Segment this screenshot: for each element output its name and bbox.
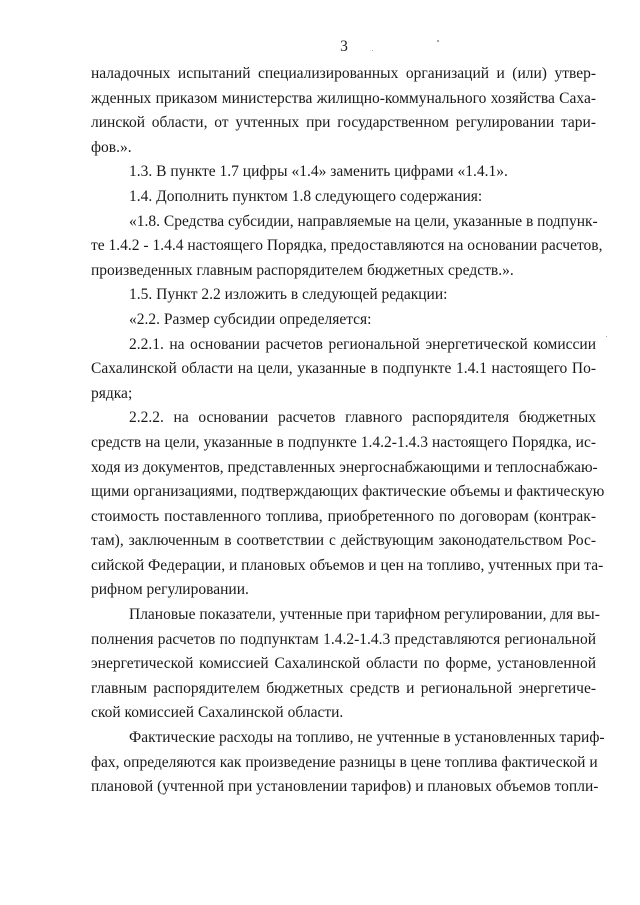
text-line: 2.2.2. на основании расчетов главного распорядителя бюджетных [129, 409, 596, 427]
text-line: Сахалинской области на цели, указанные в подпункте 1.4.1 настоящего По- [91, 360, 596, 378]
text-line: рифном регулировании. [91, 581, 249, 599]
text-line: наладочных испытаний специализированных организаций и (или) утвер- [91, 65, 596, 82]
text-line: произведенных главным распорядителем бюджетных средств.». [91, 261, 514, 279]
text-line: стоимость поставленного топлива, приобретенного по договорам (контрак- [91, 507, 596, 525]
text-line: линской области, от учтенных при государственном регулировании тари- [91, 114, 596, 132]
text-line: Фактические расходы на топливо, не учтенные в установленных тариф- [129, 729, 605, 747]
text-line: ходя из документов, представленных энергоснабжающими и теплоснабжаю- [91, 458, 598, 476]
text-line: щими организациями, подтверждающих фактические объемы и фактическую [91, 483, 605, 501]
text-line: 2.2.1. на основании расчетов региональной энергетической комиссии [129, 335, 596, 353]
text-line: сийской Федерации, и плановых объемов и цен на топливо, учтенных при та- [91, 556, 604, 574]
document-body [91, 62, 605, 800]
scan-speck [606, 336, 607, 337]
text-line: жденных приказом министерства жилищно-коммунального хозяйства Саха- [91, 89, 596, 107]
text-line: энергетической комиссией Сахалинской области по форме, установленной [91, 655, 596, 673]
scan-speck [372, 50, 373, 51]
text-line: ской комиссией Сахалинской области. [91, 704, 344, 722]
page-number: 3 [340, 38, 348, 55]
text-line: рядка; [91, 384, 133, 402]
scan-speck [437, 40, 439, 42]
text-line: «1.8. Средства субсидии, направляемые на цели, указанные в подпунк- [129, 212, 598, 230]
text-line: «2.2. Размер субсидии определяется: [129, 310, 372, 328]
text-line: Плановые показатели, учтенные при тарифном регулировании, для вы- [129, 606, 600, 624]
text-line: средств на цели, указанные в подпункте 1.4.2-1.4.3 настоящего Порядка, ис- [91, 433, 596, 451]
text-line: 1.5. Пункт 2.2 изложить в следующей редакции: [129, 286, 448, 304]
text-line: фов.». [91, 138, 132, 156]
text-line: 1.3. В пункте 1.7 цифры «1.4» заменить цифрами «1.4.1». [129, 163, 508, 181]
text-line: фах, определяются как произведение разницы в цене топлива фактической и [91, 753, 598, 771]
text-line: там), заключенным в соответствии с действующим законодательством Рос- [91, 532, 596, 550]
text-line: плановой (учтенной при установлении тарифов) и плановых объемов топли- [91, 778, 599, 796]
text-line: те 1.4.2 - 1.4.4 настоящего Порядка, предоставляются на основании расчетов, [91, 237, 603, 255]
text-line: полнения расчетов по подпунктам 1.4.2-1.4.3 представляются региональной [91, 630, 596, 648]
text-line: 1.4. Дополнить пунктом 1.8 следующего содержания: [129, 187, 483, 205]
text-line: главным распорядителем бюджетных средств и региональной энергетиче- [91, 679, 596, 697]
